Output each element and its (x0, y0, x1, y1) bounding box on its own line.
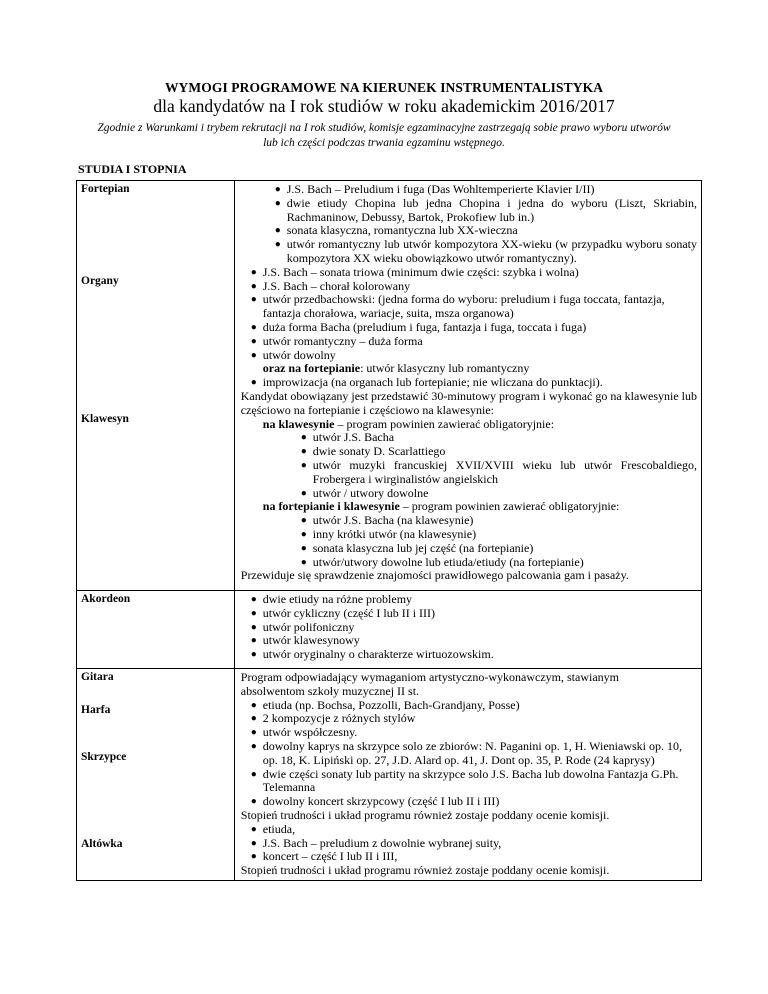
list-item: ● utwór przedbachowski: (jedna forma do wyboru: preludium i fuga toccata, fantazja, fantazja chorałowa, wariacje, suita, msza organowa) (250, 292, 665, 321)
list-item: ● utwór romantyczny – duża forma (250, 333, 423, 348)
list-item: ● J.S. Bach – Preludium i fuga (Das Wohltemperierte Klavier I/II) (274, 182, 595, 196)
list-item: ● utwór współczesny. (250, 725, 358, 740)
document-note: Zgodnie z Warunkami i trybem rekrutacji na I rok studiów, komisje egzaminacyjne zastrzegają sobie prawo wyboru utworów lub ich części podczas trwania egzaminu wstępnego. (97, 122, 671, 149)
list-item: ● J.S. Bach – preludium z dowolnie wybranej suity, (250, 835, 502, 850)
table-row (77, 181, 702, 591)
section-heading: STUDIA I STOPNIA (78, 162, 187, 176)
klawesyn-group1-heading: na klawesynie – program powinien zawierać obligatoryjnie: (262, 416, 555, 431)
list-item: ● dwie etiudy na różne problemy (250, 592, 413, 606)
instrument-label-cell (77, 668, 235, 880)
list-item: ● utwór dowolny (250, 347, 336, 362)
list-item: ● utwór muzyki francuskiej XVII/XVIII wieku lub utwór Frescobaldiego, Frobergera i wirginalistów angielskich (300, 457, 697, 486)
table-row (77, 668, 702, 880)
organy-list (247, 266, 697, 390)
klawesyn-outro: Przewiduje się sprawdzenie znajomości prawidłowego palcowania gam i pasaży. (240, 568, 629, 583)
label-skrzypce: Skrzypce (81, 750, 127, 763)
list-item: ● utwór klawesynowy (250, 633, 360, 648)
list-item: ● utwór J.S. Bacha (na klawesynie) (300, 513, 474, 528)
list-item: ● etiuda (np. Bochsa, Pozzolli, Bach-Grandjany, Posse) (250, 697, 520, 712)
harfa-list (247, 699, 697, 740)
list-item: ● utwór polifoniczny (250, 619, 355, 634)
klawesyn-group2-list (297, 514, 697, 569)
list-item: ● dwie etiudy Chopina lub jedna Chopina i jedna do wyboru (Liszt, Skriabin, Rachmaninow, Debussy, Bartok, Prokofiew lub in.) (274, 195, 697, 224)
label-organy: Organy (81, 274, 119, 287)
akordeon-list (247, 593, 697, 662)
skrzypce-list (247, 740, 697, 809)
klawesyn-intro: Kandydat obowiązany jest przedstawić 30-minutowy program i wykonać go na klawesynie lub częściowo na fortepianie i częściowo na klawesynie: (240, 388, 697, 417)
altowka-list (247, 823, 697, 864)
list-item: ● dowolny koncert skrzypcowy (część I lub II i III) (250, 794, 500, 809)
list-item: ● J.S. Bach – sonata triowa (minimum dwie części: szybka i wolna) (250, 264, 579, 279)
list-item: ● J.S. Bach – chorał kolorowany (250, 278, 411, 293)
list-item: ● utwór romantyczny lub utwór kompozytora XX-wieku (w przypadku wyboru sonaty kompozytora XX wieku obowiązkowo utwór romantyczny). (274, 237, 697, 265)
list-item: ● dwie sonaty D. Scarlattiego (300, 444, 446, 459)
list-item: ● utwór / utwory dowolne (300, 485, 429, 500)
altowka-outro: Stopień trudności i układ programu również zostaje poddany ocenie komisji. (240, 863, 610, 878)
label-klawesyn: Klawesyn (81, 412, 129, 425)
instrument-content-cell (234, 181, 701, 591)
list-item: ● koncert – część I lub II i III, (250, 849, 398, 864)
gitara-text: Program odpowiadający wymaganiom artystyczno-wykonawczym, stawianym absolwentom szkoły muzycznej II st. (240, 669, 619, 698)
document-subtitle: dla kandydatów na I rok studiów w roku akademickim 2016/2017 (153, 96, 615, 116)
klawesyn-group2-heading: na fortepianie i klawesynie – program powinien zawierać obligatoryjnie: (262, 499, 620, 514)
label-akordeon: Akordeon (77, 591, 235, 669)
instrument-content-cell (234, 668, 701, 880)
list-item: ● dowolny kaprys na skrzypce solo ze zbiorów: N. Paganini op. 1, H. Wieniawski op. 10, op. 18, K. Lipiński op. 27, J.D. Alard op. 41, J. Dont op. 35, P. Rode (24 kaprysy) (250, 738, 682, 767)
skrzypce-outro: Stopień trudności i układ programu również zostaje poddany ocenie komisji. (240, 807, 610, 822)
list-item: ● inny krótki utwór (na klawesynie) (300, 526, 477, 541)
list-item: ● utwór J.S. Bacha (300, 430, 395, 445)
list-item: ● sonata klasyczna lub jej część (na fortepianie) (300, 540, 534, 555)
klawesyn-group1-list (297, 431, 697, 500)
list-item: ● dwie części sonaty lub partity na skrzypce solo J.S. Bacha lub dowolna Fantazja G.Ph. Telemanna (250, 766, 679, 795)
list-item: ● utwór oryginalny o charakterze wirtuozowskim. (250, 647, 494, 662)
list-item: ● sonata klasyczna, romantyczna lub XX-wieczna (274, 223, 518, 238)
list-item: ● duża forma Bacha (preludium i fuga, fantazja i fuga, toccata i fuga) (250, 319, 587, 334)
document-title: WYMOGI PROGRAMOWE NA KIERUNEK INSTRUMENTALISTYKA (164, 80, 604, 95)
list-item: ● utwór/utwory dowolne lub etiuda/etiudy (na fortepianie) (300, 554, 584, 569)
list-item: ● etiuda, (250, 821, 296, 836)
instrument-label-cell (77, 181, 235, 591)
label-fortepian: Fortepian (81, 183, 130, 195)
fortepian-list (271, 183, 697, 266)
label-gitara: Gitara (81, 670, 114, 683)
program-table (76, 180, 702, 881)
list-item: ● improwizacja (na organach lub fortepianie; nie wliczana do punktacji). (250, 375, 603, 390)
table-row (77, 591, 702, 669)
label-harfa: Harfa (81, 703, 111, 716)
list-item: ● utwór cykliczny (część I lub II i III) (250, 605, 436, 620)
label-altowka: Altówka (81, 838, 123, 851)
akordeon-cell (234, 591, 701, 669)
list-item: ● 2 kompozycje z różnych stylów (250, 711, 416, 726)
list-item-plain: oraz na fortepianie: utwór klasyczny lub romantyczny (262, 361, 530, 376)
